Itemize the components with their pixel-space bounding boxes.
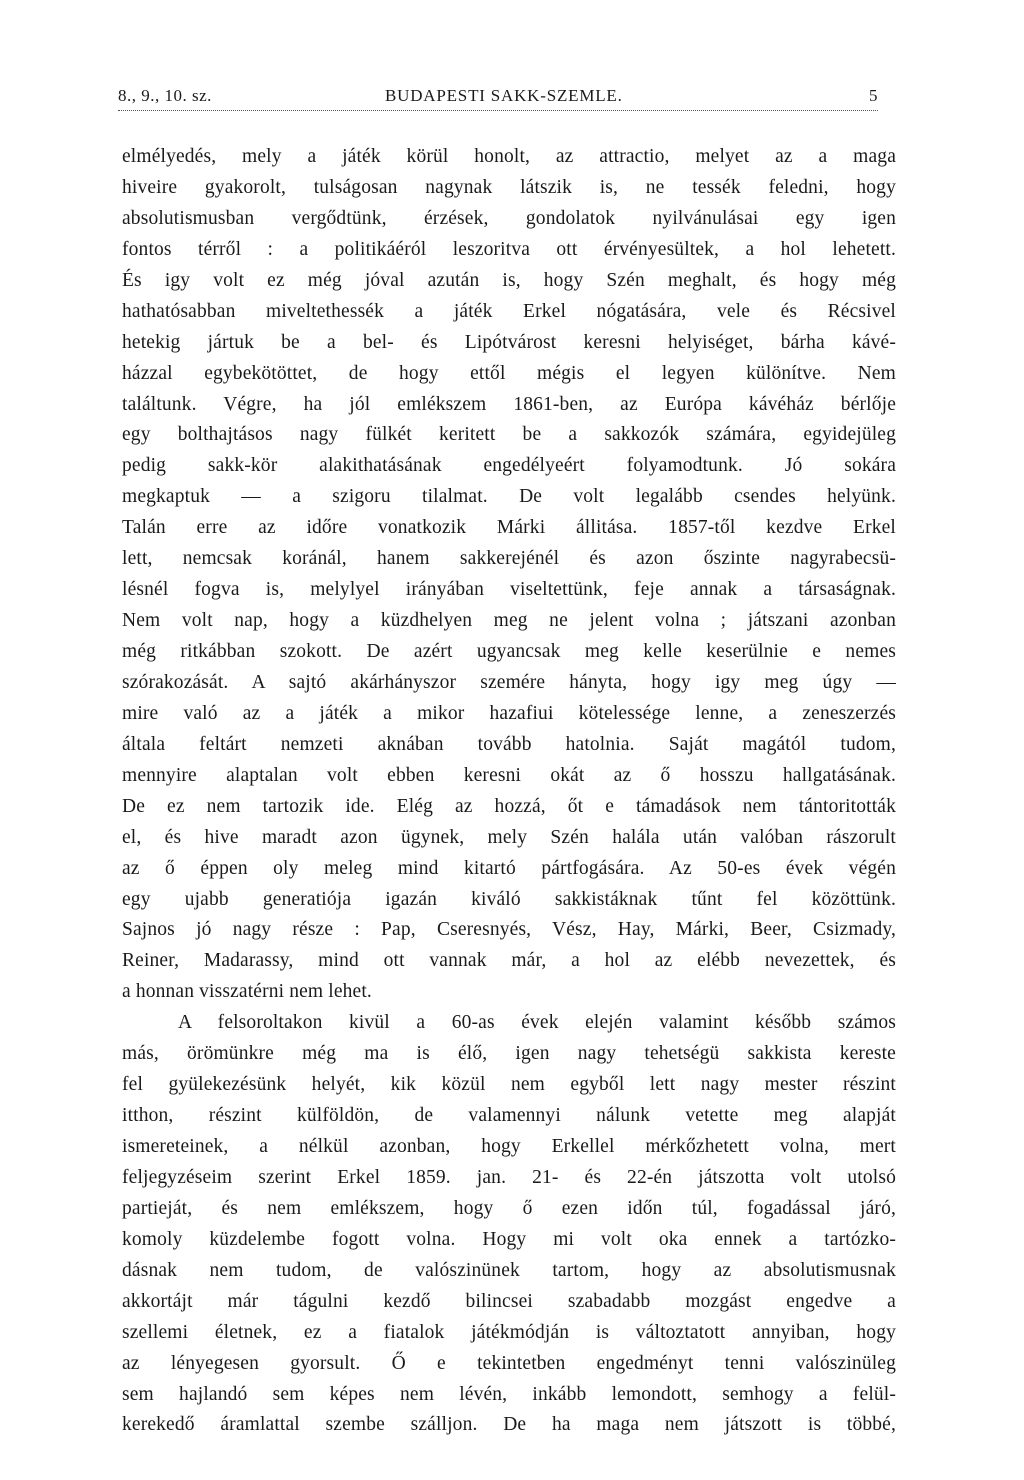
text-line: Sajnos jó nagy része : Pap, Cseresnyés, Vész, Hay, Márki, Beer, Csizmady, bbox=[122, 919, 896, 941]
text-line: komoly küzdelembe fogott volna. Hogy mi volt oka ennek a tartózko- bbox=[122, 1228, 896, 1250]
text-line: általa feltárt nemzeti aknában tovább hatolnia. Saját magától tudom, bbox=[122, 733, 896, 755]
text-line: szellemi életnek, ez a fiatalok játékmódján is változtatott annyiban, hogy bbox=[122, 1321, 896, 1343]
text-line: És igy volt ez még jóval azután is, hogy Szén meghalt, és hogy még bbox=[122, 269, 896, 291]
text-line: más, örömünkre még ma is élő, igen nagy tehetségü sakkista kereste bbox=[122, 1043, 896, 1065]
text-line: itthon, részint külföldön, de valamennyi nálunk vetette meg alapját bbox=[122, 1105, 896, 1127]
header-rule bbox=[118, 110, 878, 111]
text-line: partieját, és nem emlékszem, hogy ő ezen időn túl, fogadással járó, bbox=[122, 1197, 896, 1219]
text-line: lésnél fogva is, melylyel irányában viseltettünk, feje annak a társaságnak. bbox=[122, 579, 896, 601]
text-line: egy ujabb generatiója igazán kiváló sakkistáknak tűnt fel közöttünk. bbox=[122, 888, 896, 910]
text-line: hetekig jártuk be a bel- és Lipótvárost keresni helyiséget, bárha kávé- bbox=[122, 331, 896, 353]
text-line: megkaptuk — a szigoru tilalmat. De volt legalább csendes helyünk. bbox=[122, 486, 896, 508]
text-line: az lényegesen gyorsult. Ő e tekintetben engedményt tenni valószinüleg bbox=[122, 1352, 896, 1374]
text-line: De ez nem tartozik ide. Elég az hozzá, őt e támadások nem tántoritották bbox=[122, 795, 896, 817]
text-line: Reiner, Madarassy, mind ott vannak már, a hol az elébb nevezettek, és bbox=[122, 950, 896, 972]
text-line: mennyire alaptalan volt ebben keresni okát az ő hosszu hallgatásának. bbox=[122, 764, 896, 786]
text-line: akkortájt már tágulni kezdő bilincsei szabadabb mozgást engedve a bbox=[122, 1290, 896, 1312]
text-line: dásnak nem tudom, de valószinünek tartom, hogy az absolutismusnak bbox=[122, 1259, 896, 1281]
issue-number: 8., 9., 10. sz. bbox=[118, 86, 212, 105]
text-line: fontos térről : a politikáéról leszoritva ott érvényesültek, a hol lehetett. bbox=[122, 238, 896, 260]
text-line: feljegyzéseim szerint Erkel 1859. jan. 21- és 22-én játszotta volt utolsó bbox=[122, 1166, 896, 1188]
text-line: az ő éppen oly meleg mind kitartó pártfogására. Az 50-es évek végén bbox=[122, 857, 896, 879]
text-line: a honnan visszatérni nem lehet. bbox=[122, 981, 372, 1003]
text-line: fel gyülekezésünk helyét, kik közül nem egyből lett nagy mester részint bbox=[122, 1074, 896, 1096]
journal-title: BUDAPESTI SAKK-SZEMLE. bbox=[385, 86, 623, 105]
text-line: kerekedő áramlattal szembe szálljon. De ha maga nem játszott is többé, bbox=[122, 1414, 896, 1436]
text-line: Talán erre az időre vonatkozik Márki állitása. 1857-től kezdve Erkel bbox=[122, 517, 896, 539]
text-line: absolutismusban vergődtünk, érzések, gondolatok nyilvánulásai egy igen bbox=[122, 207, 896, 229]
text-line: mire való az a játék a mikor hazafiui kötelessége lenne, a zeneszerzés bbox=[122, 702, 896, 724]
text-line: hiveire gyakorolt, tulságosan nagynak látszik is, ne tessék feledni, hogy bbox=[122, 176, 896, 198]
text-line: egy bolthajtásos nagy fülkét keritett be a sakkozók számára, egyidejüleg bbox=[122, 424, 896, 446]
text-line: még ritkábban szokott. De azért ugyancsak meg kelle keserülnie e nemes bbox=[122, 641, 896, 662]
text-line: hathatósabban miveltethessék a játék Erkel nógatására, vele és Récsivel bbox=[122, 300, 896, 322]
text-line: A felsoroltakon kivül a 60-as évek elején valamint később számos bbox=[178, 1012, 896, 1034]
text-line: Nem volt nap, hogy a küzdhelyen meg ne jelent volna ; játszani azonban bbox=[122, 610, 896, 632]
text-line: sem hajlandó sem képes nem lévén, inkább lemondott, semhogy a felül- bbox=[122, 1383, 896, 1405]
text-line: találtunk. Végre, ha jól emlékszem 1861-ben, az Európa kávéház bérlője bbox=[122, 393, 896, 415]
text-line: pedig sakk-kör alakithatásának engedélyeért folyamodtunk. Jó sokára bbox=[122, 455, 896, 477]
text-line: szórakozását. A sajtó akárhányszor szemére hányta, hogy igy meg úgy — bbox=[122, 671, 896, 693]
running-head bbox=[118, 82, 878, 112]
text-line: házzal egybekötöttet, de hogy ettől mégis el legyen különítve. Nem bbox=[122, 362, 896, 384]
text-line: elmélyedés, mely a játék körül honolt, az attractio, melyet az a maga bbox=[122, 146, 896, 167]
text-line: ismereteinek, a nélkül azonban, hogy Erkellel mérkőzhetett volna, mert bbox=[122, 1136, 896, 1157]
text-line: el, és hive maradt azon ügynek, mely Szén halála után valóban rászorult bbox=[122, 826, 896, 848]
body-text bbox=[122, 142, 896, 1441]
page-number: 5 bbox=[869, 86, 878, 105]
text-line: lett, nemcsak koránál, hanem sakkerejénél és azon őszinte nagyrabecsü- bbox=[122, 548, 896, 570]
